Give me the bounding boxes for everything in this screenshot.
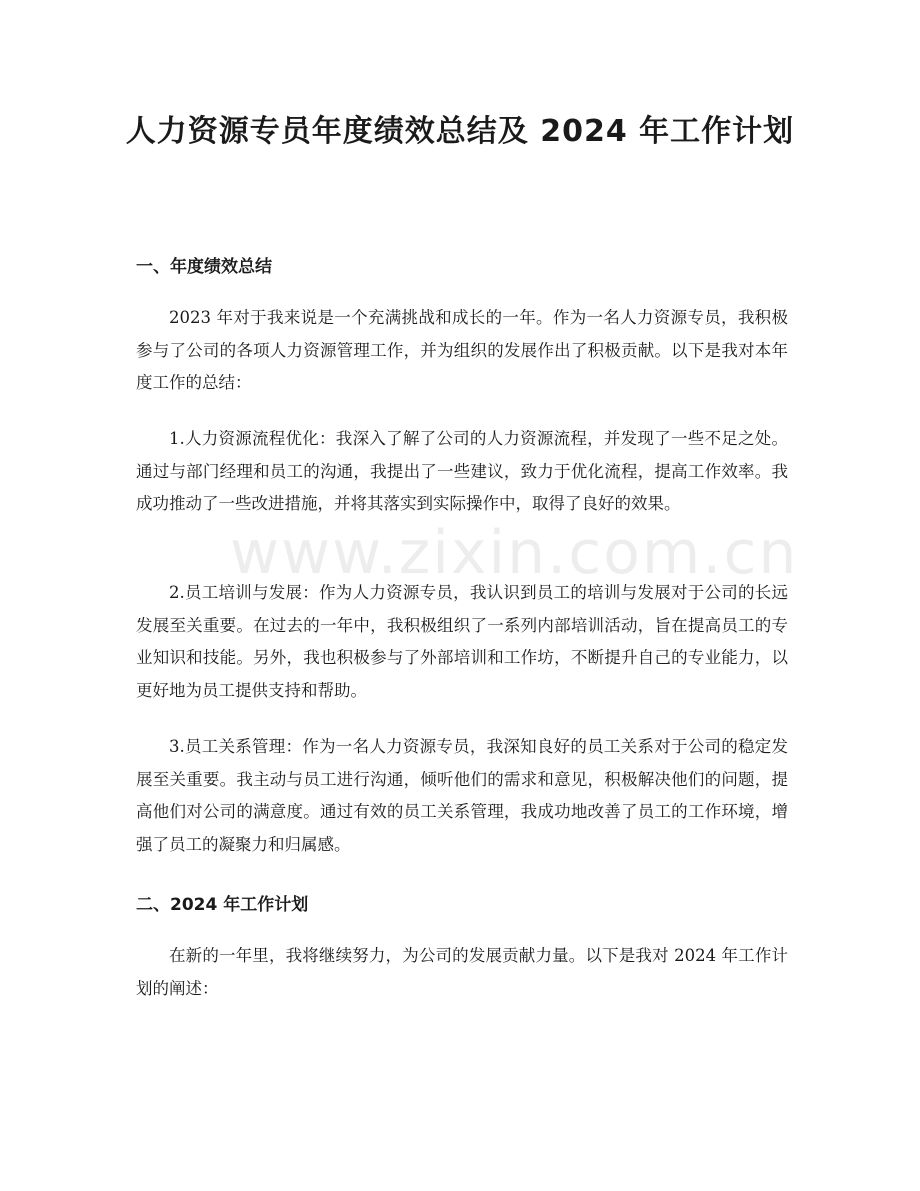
section-heading-summary: 一、年度绩效总结 (136, 257, 272, 277)
summary-item-employee-relations: 3.员工关系管理：作为一名人力资源专员，我深知良好的员工关系对于公司的稳定发展至关重要。我主动与员工进行沟通，倾听他们的需求和意见，积极解决他们的问题，提高他们对公司的满意度。通过有效的员工关系管理，我成功地改善了员工的工作环境，增强了员工的凝聚力和归属感。 (136, 737, 788, 854)
watermark: www.zixin.com.cn (230, 518, 799, 588)
section-heading-plan: 二、2024 年工作计划 (136, 895, 309, 915)
document-title: 人力资源专员年度绩效总结及 2024 年工作计划 (125, 114, 795, 149)
plan-intro-paragraph: 在新的一年里，我将继续努力，为公司的发展贡献力量。以下是我对 2024 年工作计划的阐述： (136, 946, 788, 998)
summary-intro-paragraph: 2023 年对于我来说是一个充满挑战和成长的一年。作为一名人力资源专员，我积极参与了公司的各项人力资源管理工作，并为组织的发展作出了积极贡献。以下是我对本年度工作的总结： (136, 308, 788, 392)
summary-item-training-development: 2.员工培训与发展：作为人力资源专员，我认识到员工的培训与发展对于公司的长远发展至关重要。在过去的一年中，我积极组织了一系列内部培训活动，旨在提高员工的专业知识和技能。另外，我也积极参与了外部培训和工作坊，不断提升自己的专业能力，以更好地为员工提供支持和帮助。 (136, 583, 788, 700)
summary-item-process-optimization: 1.人力资源流程优化：我深入了解了公司的人力资源流程，并发现了一些不足之处。通过与部门经理和员工的沟通，我提出了一些建议，致力于优化流程，提高工作效率。我成功推动了一些改进措施，并将其落实到实际操作中，取得了良好的效果。 (136, 429, 788, 513)
